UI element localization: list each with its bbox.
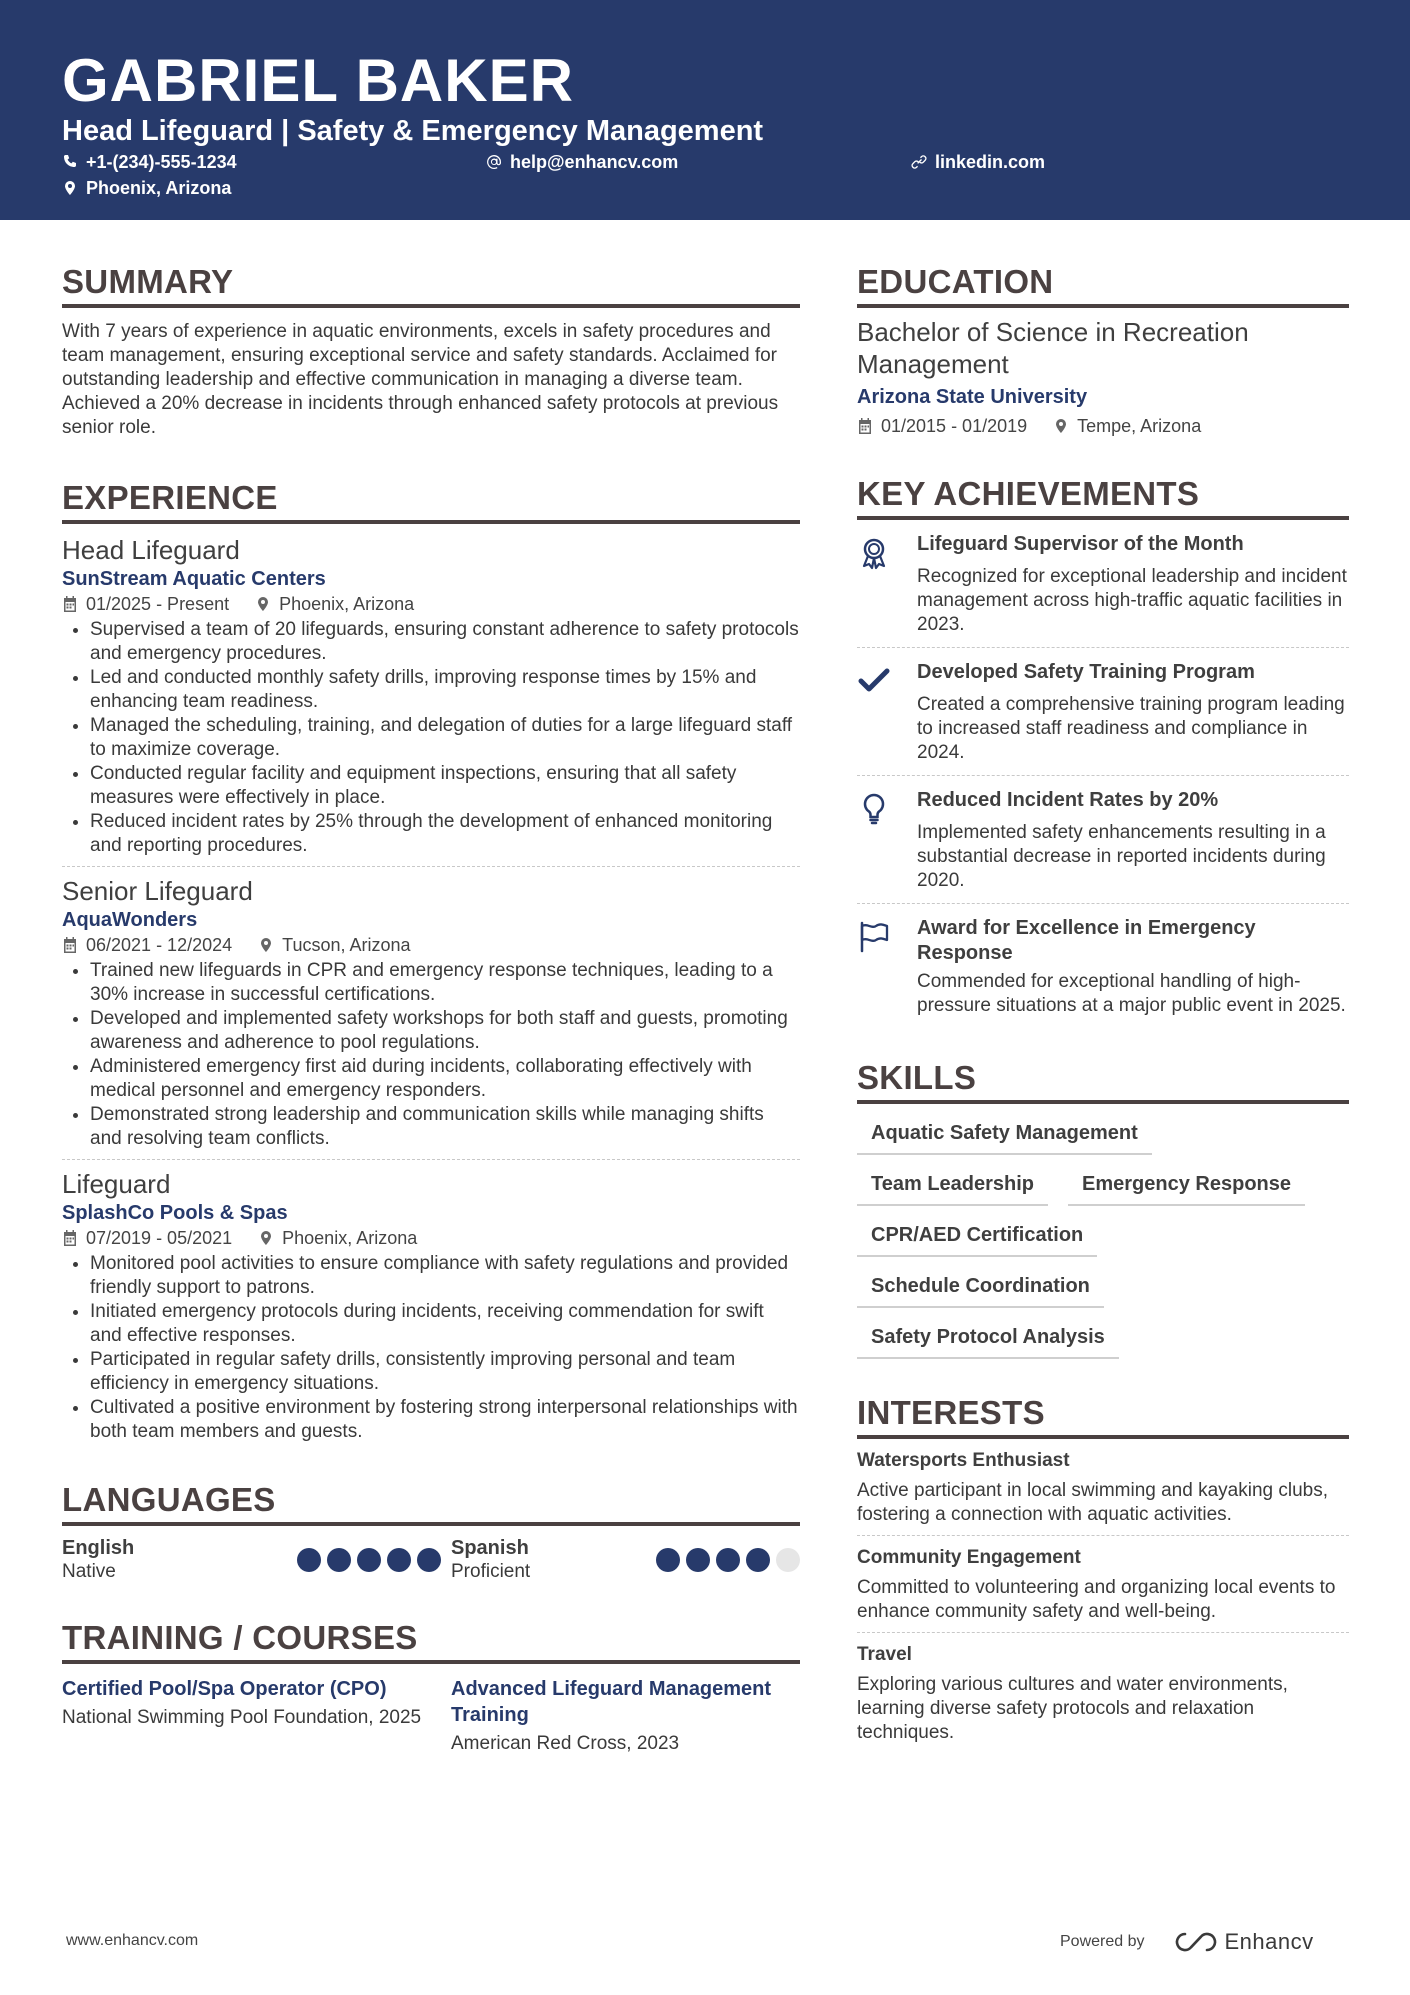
job-bullets [62, 959, 800, 1151]
headline: Head Lifeguard | Safety & Emergency Management [62, 115, 764, 147]
language-level: Proficient [451, 1561, 531, 1582]
candidate-name: GABRIEL BAKER [62, 47, 574, 114]
calendar-icon [62, 596, 78, 612]
achievements-title: KEY ACHIEVEMENTS [857, 474, 1349, 520]
bullet-item: • Initiated emergency protocols during incidents, receiving commendation for swift and effective responses. [90, 1300, 800, 1348]
job-dates: 01/2025 - Present [86, 594, 230, 614]
achievement-title: Award for Excellence in Emergency Response [917, 917, 1256, 964]
achievement-title: Lifeguard Supervisor of the Month [917, 533, 1244, 555]
school-name: Arizona State University [857, 386, 1088, 408]
company-name: AquaWonders [62, 909, 198, 931]
language-name: English [62, 1537, 135, 1559]
divider [62, 1159, 800, 1160]
rating-dot-filled [656, 1548, 680, 1572]
achievement-text: Commended for exceptional handling of high-pressure situations at a major public event in 2025. [917, 971, 1346, 1016]
link-icon [911, 154, 927, 170]
education-location: Tempe, Arizona [1077, 416, 1202, 436]
bullet-item: • Reduced incident rates by 25% through the development of enhanced monitoring and reporting procedures. [90, 810, 800, 858]
job-bullets [62, 1252, 800, 1444]
right-column [857, 262, 1349, 1745]
left-column [62, 262, 800, 1756]
phone-contact [62, 151, 237, 173]
education-title: EDUCATION [857, 262, 1349, 308]
experience-entry [62, 534, 800, 858]
job-location: Phoenix, Arizona [279, 594, 415, 614]
job-dates: 07/2019 - 05/2021 [86, 1228, 233, 1248]
location-contact [62, 177, 231, 199]
divider [857, 903, 1349, 904]
skill-tag: Safety Protocol Analysis [857, 1318, 1119, 1359]
languages-title: LANGUAGES [62, 1480, 800, 1526]
bullet-item: • Led and conducted monthly safety drills, improving response times by 15% and enhancing team readiness. [90, 666, 800, 714]
rating-dot-filled [387, 1548, 411, 1572]
bullet-item: • Monitored pool activities to ensure compliance with safety regulations and provided friendly support to patrons. [90, 1252, 800, 1300]
rating-dot-empty [776, 1548, 800, 1572]
interest-item [857, 1449, 1349, 1527]
at-icon [486, 154, 502, 170]
bullet-item: • Conducted regular facility and equipment inspections, ensuring that all safety measures were effectively in place. [90, 762, 800, 810]
languages-list [62, 1536, 800, 1584]
divider [857, 1632, 1349, 1633]
course-item [62, 1676, 451, 1756]
interest-item [857, 1643, 1349, 1745]
achievement-item [857, 916, 1349, 1018]
bullet-item: • Developed and implemented safety workshops for both staff and guests, promoting awareness and adherence to pool regulations. [90, 1007, 800, 1055]
bullet-item: • Trained new lifeguards in CPR and emergency response techniques, leading to a 30% increase in successful certifications. [90, 959, 800, 1007]
skills-title: SKILLS [857, 1058, 1349, 1104]
achievement-item [857, 788, 1349, 893]
achievement-text: Recognized for exceptional leadership and incident management across high-traffic aquatic facilities in 2023. [917, 566, 1347, 635]
rating-dot-filled [417, 1548, 441, 1572]
brand-name: Enhancv [1224, 1929, 1314, 1954]
training-list [62, 1676, 800, 1756]
skill-tag: CPR/AED Certification [857, 1216, 1097, 1257]
achievement-text: Implemented safety enhancements resulting in a substantial decrease in reported incidents during 2020. [917, 822, 1326, 891]
bullet-item: • Demonstrated strong leadership and communication skills while managing shifts and resolving team conflicts. [90, 1103, 800, 1151]
job-meta [62, 592, 800, 616]
bullet-item: • Administered emergency first aid during incidents, collaborating effectively with medical personnel and emergency responders. [90, 1055, 800, 1103]
flag-icon [857, 920, 891, 954]
experience-title: EXPERIENCE [62, 478, 800, 524]
enhancv-logo-icon [1173, 1930, 1219, 1954]
job-location: Tucson, Arizona [282, 935, 411, 955]
job-location: Phoenix, Arizona [282, 1228, 418, 1248]
interest-text: Committed to volunteering and organizing local events to enhance community safety and well-being. [857, 1577, 1336, 1622]
skill-tag: Aquatic Safety Management [857, 1114, 1152, 1155]
interest-text: Active participant in local swimming and kayaking clubs, fostering a connection with aquatic activities. [857, 1480, 1328, 1525]
powered-by-label: Powered by [1060, 1933, 1145, 1950]
bullet-item: • Participated in regular safety drills, consistently improving personal and team efficiency in emergency situations. [90, 1348, 800, 1396]
interests-title: INTERESTS [857, 1393, 1349, 1439]
divider [857, 647, 1349, 648]
bullet-item: • Supervised a team of 20 lifeguards, ensuring constant adherence to safety protocols and emergency procedures. [90, 618, 800, 666]
course-title: Advanced Lifeguard Management Training [451, 1678, 772, 1726]
divider [62, 866, 800, 867]
job-title: Head Lifeguard [62, 535, 240, 565]
enhancv-logo[interactable] [1173, 1929, 1314, 1955]
job-meta [62, 1226, 800, 1250]
experience-entry [62, 1168, 800, 1444]
language-rating [656, 1548, 800, 1572]
education-meta [857, 414, 1349, 438]
achievement-text: Created a comprehensive training program leading to increased staff readiness and compliance in 2024. [917, 694, 1345, 763]
award-ribbon-icon [857, 536, 891, 570]
phone-icon [62, 154, 78, 170]
map-pin-icon [255, 596, 271, 612]
skill-tag: Schedule Coordination [857, 1267, 1104, 1308]
interest-title: Community Engagement [857, 1547, 1081, 1568]
language-item [451, 1536, 800, 1584]
achievement-item [857, 660, 1349, 765]
skill-tag: Emergency Response [1068, 1165, 1305, 1206]
job-title: Senior Lifeguard [62, 876, 253, 906]
rating-dot-filled [327, 1548, 351, 1572]
degree: Bachelor of Science in Recreation Management [857, 317, 1249, 379]
achievement-title: Developed Safety Training Program [917, 661, 1255, 683]
company-name: SplashCo Pools & Spas [62, 1202, 288, 1224]
interest-title: Watersports Enthusiast [857, 1450, 1070, 1471]
rating-dot-filled [746, 1548, 770, 1572]
footer-website[interactable]: www.enhancv.com [66, 1932, 199, 1949]
course-item [451, 1676, 800, 1756]
language-item [62, 1536, 451, 1584]
divider [857, 1535, 1349, 1536]
language-level: Native [62, 1561, 116, 1582]
footer-branding [1060, 1929, 1314, 1955]
phone-number: +1-(234)-555-1234 [86, 152, 237, 172]
job-meta [62, 933, 800, 957]
map-pin-icon [1053, 418, 1069, 434]
location-text: Phoenix, Arizona [86, 178, 232, 198]
language-rating [297, 1548, 441, 1572]
lightbulb-icon [857, 792, 891, 826]
divider [857, 775, 1349, 776]
email-address[interactable]: help@enhancv.com [510, 152, 679, 172]
email-contact[interactable] [486, 151, 678, 173]
course-detail: National Swimming Pool Foundation, 2025 [62, 1707, 422, 1728]
bullet-item: • Managed the scheduling, training, and delegation of duties for a large lifeguard staff to maximize coverage. [90, 714, 800, 762]
interest-item [857, 1546, 1349, 1624]
training-title: TRAINING / COURSES [62, 1618, 800, 1664]
achievement-item [857, 532, 1349, 637]
checkmark-icon [857, 664, 891, 698]
rating-dot-filled [716, 1548, 740, 1572]
course-detail: American Red Cross, 2023 [451, 1733, 680, 1754]
language-name: Spanish [451, 1537, 529, 1559]
job-title: Lifeguard [62, 1169, 171, 1199]
job-bullets [62, 618, 800, 858]
map-pin-icon [62, 180, 78, 196]
experience-entry [62, 875, 800, 1151]
summary-text: With 7 years of experience in aquatic environments, excels in safety procedures and team management, ensuring exceptional service and safety standards. Acclaimed for outstanding leadership and effective communication in managing a diverse team. Achieved a 20% decrease in incidents through enhanced safety protocols at previous senior role. [62, 321, 779, 438]
rating-dot-filled [686, 1548, 710, 1572]
achievement-title: Reduced Incident Rates by 20% [917, 789, 1219, 811]
map-pin-icon [258, 937, 274, 953]
linkedin-link[interactable]: linkedin.com [935, 152, 1046, 172]
calendar-icon [62, 937, 78, 953]
summary-title: SUMMARY [62, 262, 800, 308]
bullet-item: • Cultivated a positive environment by fostering strong interpersonal relationships with both team members and guests. [90, 1396, 800, 1444]
job-dates: 06/2021 - 12/2024 [86, 935, 233, 955]
calendar-icon [62, 1230, 78, 1246]
interest-text: Exploring various cultures and water environments, learning diverse safety protocols and relaxation techniques. [857, 1674, 1288, 1743]
rating-dot-filled [357, 1548, 381, 1572]
rating-dot-filled [297, 1548, 321, 1572]
calendar-icon [857, 418, 873, 434]
course-title: Certified Pool/Spa Operator (CPO) [62, 1678, 387, 1700]
interest-title: Travel [857, 1644, 912, 1665]
skill-tag: Team Leadership [857, 1165, 1048, 1206]
map-pin-icon [258, 1230, 274, 1246]
education-dates: 01/2015 - 01/2019 [881, 416, 1028, 436]
skills-list [857, 1114, 1349, 1359]
header [0, 0, 1410, 220]
linkedin-contact[interactable] [911, 151, 1045, 173]
company-name: SunStream Aquatic Centers [62, 568, 326, 590]
